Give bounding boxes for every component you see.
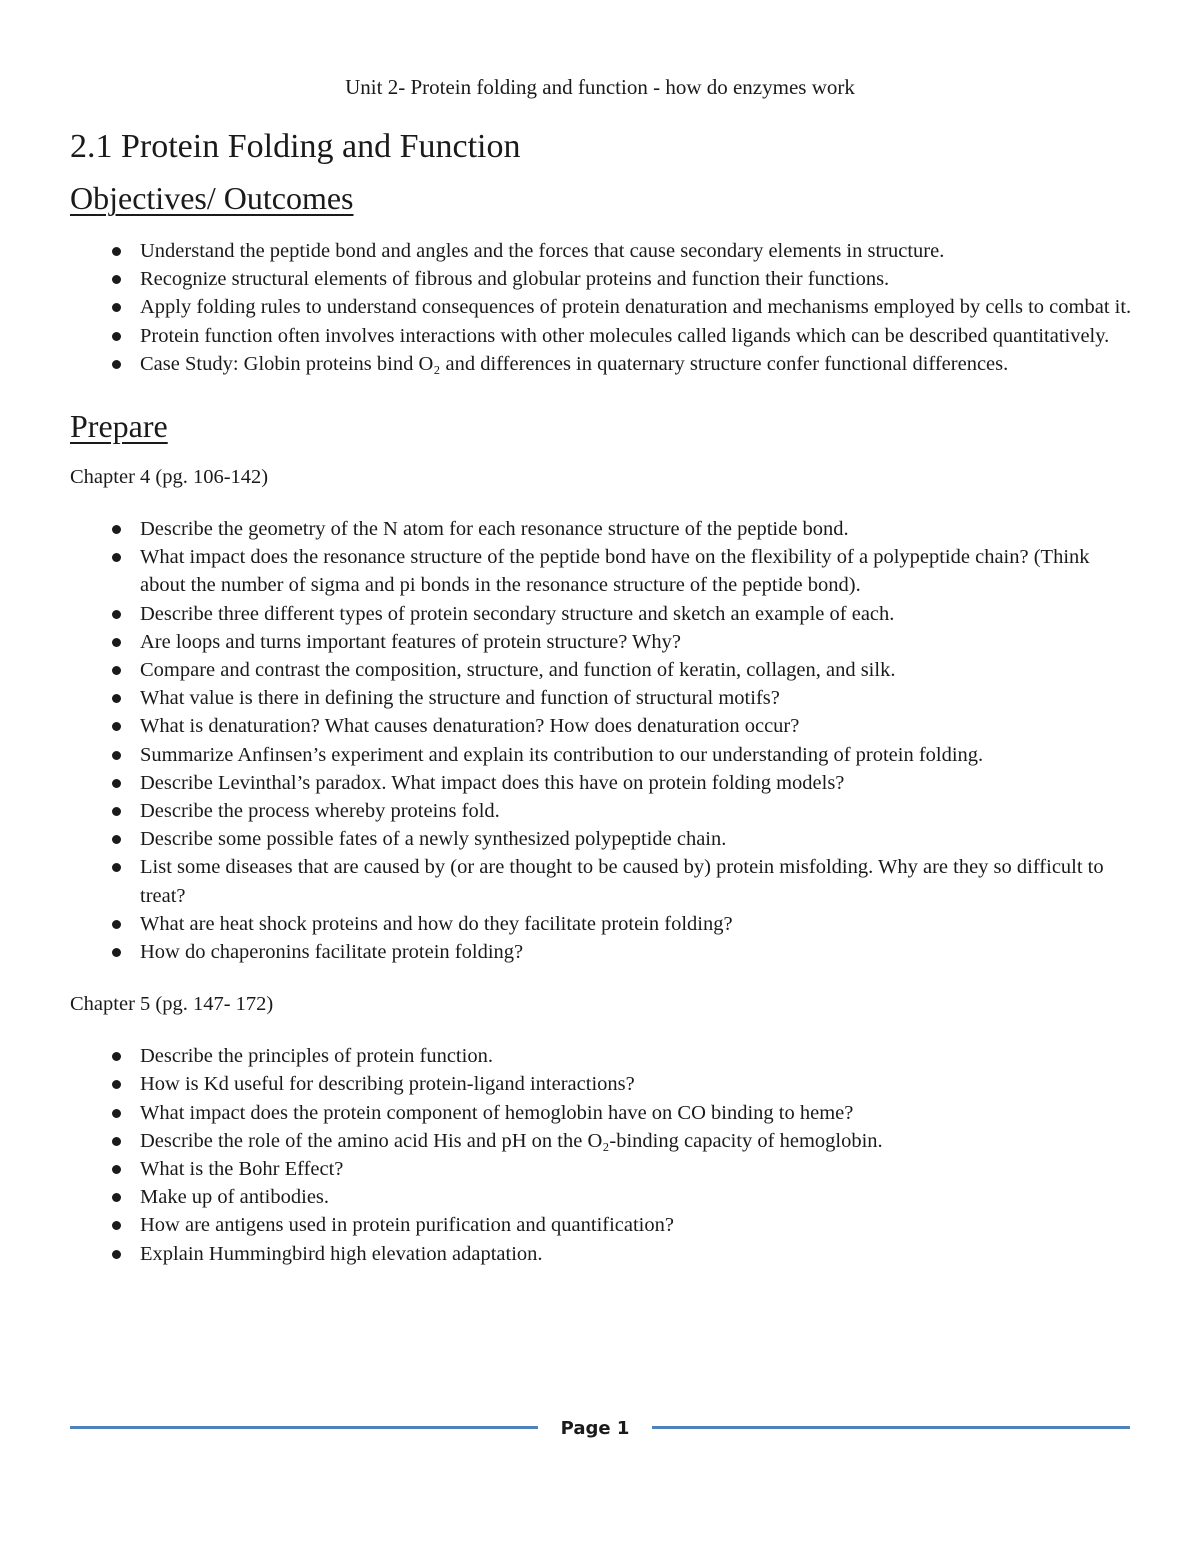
list-item-text: Describe the principles of protein function. [140, 1045, 493, 1068]
bullet-icon [112, 360, 121, 369]
list-item [70, 656, 1140, 684]
list-item-text: How is Kd useful for describing protein-ligand interactions? [140, 1073, 635, 1096]
list-item [70, 350, 1140, 378]
list-item [70, 237, 1140, 265]
bullet-icon [112, 1137, 121, 1146]
list-item [70, 1099, 1140, 1127]
list-item [70, 1240, 1140, 1268]
list-item [70, 1127, 1140, 1155]
bullet-icon [112, 920, 121, 929]
bullet-icon [112, 1165, 121, 1174]
document-title: 2.1 Protein Folding and Function [70, 128, 521, 165]
bullet-icon [112, 610, 121, 619]
chapter-5-label: Chapter 5 (pg. 147- 172) [70, 993, 274, 1016]
list-item-text: Apply folding rules to understand consequences of protein denaturation and mechanisms employed by cells to combat it. [140, 296, 1132, 319]
list-item [70, 1155, 1140, 1183]
list-item-text: What is the Bohr Effect? [140, 1158, 344, 1181]
bullet-icon [112, 1193, 121, 1202]
list-item [70, 797, 1140, 825]
list-item-text: Describe the role of the amino acid His and pH on the O₂-binding capacity of hemoglobin. [140, 1129, 883, 1152]
list-item-text: What is denaturation? What causes denaturation? How does denaturation occur? [140, 715, 800, 738]
list-item [70, 628, 1140, 656]
bullet-icon [112, 751, 121, 760]
bullet-icon [112, 1080, 121, 1089]
bullet-icon [112, 553, 121, 562]
chapter-5-list [70, 1042, 1140, 1268]
bullet-icon [112, 948, 121, 957]
list-item-text: Describe three different types of protein secondary structure and sketch an example of each. [140, 602, 895, 625]
list-item [70, 769, 1140, 797]
page-number: Page 1 [560, 1418, 630, 1439]
footer-rule-right [652, 1426, 1130, 1429]
list-item-text: How do chaperonins facilitate protein folding? [140, 941, 524, 964]
list-item [70, 741, 1140, 769]
list-item-text: Describe some possible fates of a newly synthesized polypeptide chain. [140, 828, 727, 851]
objectives-heading: Objectives/ Outcomes [70, 180, 354, 216]
list-item [70, 825, 1140, 853]
list-item-text: Make up of antibodies. [140, 1186, 330, 1209]
list-item [70, 1070, 1140, 1098]
bullet-icon [112, 694, 121, 703]
list-item [70, 1211, 1140, 1239]
list-item-text: Summarize Anfinsen’s experiment and explain its contribution to our understanding of protein folding. [140, 743, 984, 766]
objectives-list [70, 237, 1140, 378]
list-item-text: What value is there in defining the structure and function of structural motifs? [140, 687, 780, 710]
list-item-text: Explain Hummingbird high elevation adaptation. [140, 1242, 543, 1265]
list-item-text: List some diseases that are caused by (or are thought to be caused by) protein misfolding. Why are they so difficult to treat? [140, 856, 1104, 907]
bullet-icon [112, 807, 121, 816]
list-item-text: What impact does the resonance structure of the peptide bond have on the flexibility of a polypeptide chain? (Think about the number of sigma and pi bonds in the resonance structure of the peptide bond). [140, 546, 1090, 597]
document-body [70, 126, 1140, 1268]
list-item-text: Understand the peptide bond and angles and the forces that cause secondary elements in structure. [140, 240, 945, 262]
chapter-4-list [70, 515, 1140, 966]
footer-rule-left [70, 1426, 538, 1429]
bullet-icon [112, 525, 121, 534]
list-item-text: Describe the process whereby proteins fold. [140, 800, 500, 823]
bullet-icon [112, 863, 121, 872]
bullet-icon [112, 638, 121, 647]
list-item [70, 938, 1140, 966]
list-item-text: How are antigens used in protein purification and quantification? [140, 1214, 674, 1237]
chapter-4-label: Chapter 4 (pg. 106-142) [70, 466, 269, 489]
bullet-icon [112, 722, 121, 731]
list-item-text: What are heat shock proteins and how do they facilitate protein folding? [140, 912, 733, 935]
bullet-icon [112, 1221, 121, 1230]
bullet-icon [112, 332, 121, 341]
list-item-text: Protein function often involves interactions with other molecules called ligands which can be described quantitatively. [140, 324, 1110, 347]
list-item-text: Describe the geometry of the N atom for each resonance structure of the peptide bond. [140, 518, 849, 541]
list-item-text: Are loops and turns important features of protein structure? Why? [140, 630, 681, 653]
list-item [70, 543, 1140, 599]
bullet-icon [112, 1250, 121, 1259]
list-item [70, 600, 1140, 628]
bullet-icon [112, 666, 121, 675]
bullet-icon [112, 1109, 121, 1118]
list-item-text: Recognize structural elements of fibrous and globular proteins and function their functions. [140, 268, 890, 291]
list-item [70, 322, 1140, 350]
bullet-icon [112, 247, 121, 256]
bullet-icon [112, 303, 121, 312]
list-item [70, 910, 1140, 938]
list-item [70, 515, 1140, 543]
bullet-icon [112, 275, 121, 284]
list-item [70, 1042, 1140, 1070]
list-item [70, 853, 1140, 909]
bullet-icon [112, 779, 121, 788]
list-item [70, 684, 1140, 712]
list-item-text: Compare and contrast the composition, structure, and function of keratin, collagen, and silk. [140, 659, 896, 682]
list-item [70, 265, 1140, 293]
list-item-text: Describe Levinthal’s paradox. What impact does this have on protein folding models? [140, 771, 845, 794]
list-item [70, 712, 1140, 740]
prepare-heading: Prepare [70, 408, 168, 445]
list-item [70, 293, 1140, 321]
bullet-icon [112, 835, 121, 844]
page-footer [70, 1416, 1130, 1442]
running-header: Unit 2- Protein folding and function - how do enzymes work [345, 75, 855, 99]
list-item-text: Case Study: Globin proteins bind O₂ and differences in quaternary structure confer functional differences. [140, 352, 1009, 375]
list-item-text: What impact does the protein component of hemoglobin have on CO binding to heme? [140, 1101, 854, 1124]
list-item [70, 1183, 1140, 1211]
bullet-icon [112, 1052, 121, 1061]
